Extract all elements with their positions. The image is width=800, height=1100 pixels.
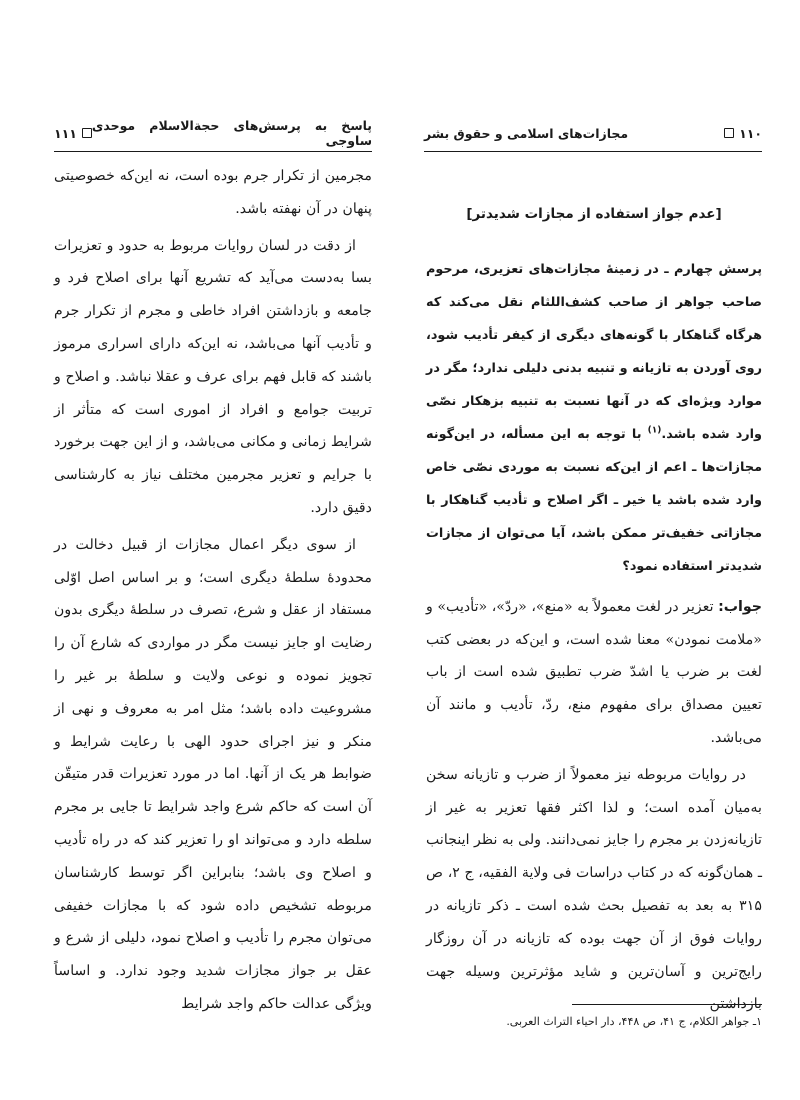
- right-page-number: ۱۱۰: [724, 126, 762, 141]
- question-text-a: در زمینهٔ مجازات‌های تعزیری، مرحوم صاحب جواهر از صاحب کشف‌اللثام نقل می‌کند که هرگاه گناهکار با گونه‌های دیگری از کیفر تأدیب شود، روی آوردن به تازیانه و تنبیه بدنی دلیلی ندارد؛ مگر در موارد ویژه‌ای که در آنها نسبت به تنبیه بزهکار نصّی وارد شده باشد.: [426, 261, 762, 442]
- answer-lead: جواب:: [718, 598, 762, 615]
- body-paragraph: در روایات مربوطه نیز معمولاً از ضرب و تازیانه سخن به‌میان آمده است؛ و لذا اکثر فقها تعزیر به غیر از تازیانه‌زدن بر مجرم را جایز نمی‌دانند. ولی به نظر اینجانب ـ همان‌گونه که در کتاب دراسات فی ولایة الفقیه، ج ۲، ص ۳۱۵ به بعد به تفصیل بحث شده است ـ ذکر تازیانه در روایات فوق از آن جهت بوده که تازیانه در آن روزگار رایج‌ترین و آسان‌ترین و شاید مؤثرترین وسیله جهت بازداشتن: [426, 766, 762, 1013]
- answer-text: تعزیر در لغت معمولاً به «منع»، «ردّ»، «تأدیب» و «ملامت نمودن» معنا شده است، و این‌که در بعضی کتب لغت بر ضرب یا اشدّ ضرب تطبیق شده است از باب تعیین مصداق برای مفهوم منع، ردّ، تأدیب و مانند آن می‌باشد.: [426, 598, 762, 746]
- footnote-rule: [572, 1004, 762, 1005]
- header-rule: [54, 151, 372, 152]
- left-running-title: پاسخ به پرسش‌های حجةالاسلام موحدی ساوجی: [91, 118, 372, 148]
- right-running-title: مجازات‌های اسلامی و حقوق بشر: [424, 125, 629, 141]
- header-rule: [424, 151, 762, 152]
- left-page-number: ۱۱۱: [54, 126, 92, 141]
- body-paragraph: مجرمین از تکرار جرم بوده است، نه این‌که خصوصیتی پنهان در آن نهفته باشد.: [54, 168, 372, 217]
- answer-paragraph: [426, 591, 762, 755]
- left-body: [54, 160, 372, 1025]
- square-icon: [82, 128, 92, 138]
- square-icon: [724, 128, 734, 138]
- question-lead: پرسش چهارم ـ: [664, 261, 762, 277]
- footnote: ۱ـ جواهر الکلام، ج ۴۱، ص ۴۴۸، دار احیاء التراث العربی.: [506, 1015, 762, 1028]
- question-paragraph: [426, 253, 762, 583]
- body-paragraph: از سوی دیگر اعمال مجازات از قبیل دخالت در محدودهٔ سلطهٔ دیگری است؛ و بر اساس اصل اوّلی مستفاد از عقل و شرع، تصرف در سلطهٔ دیگری بدون رضایت او جایز نیست مگر در مواردی که شارع آن را تجویز نموده و نوعی ولایت و سلطهٔ بر غیر را مشروعیت داده باشد؛ مثل امر به معروف و نهی از منکر و نیز اجرای حدود الهی با رعایت شرایط و ضوابط هر یک از آنها. اما در مورد تعزیرات قدر متیقّن آن است که حاکم شرع واجد شرایط تا جایی بر مجرم سلطه دارد و می‌تواند او را تعزیر کند که در راه تأدیب و اصلاح وی باشد؛ بنابراین اگر توسط کارشناسان مربوطه تشخیص داده شود که با مجازات خفیفی می‌توان مجرم را تأدیب و اصلاح نمود، دلیلی از شرع و عقل بر جواز مجازات شدید وجود ندارد. و اساساً ویژگی عدالت حاکم واجد شرایط: [54, 536, 372, 1012]
- footnote-ref: (۱): [647, 425, 662, 436]
- right-body: [426, 198, 762, 1025]
- right-page-header: [424, 120, 762, 146]
- left-page-header: [54, 120, 372, 146]
- right-page: [400, 0, 800, 1100]
- section-title: [عدم جواز استفاده از مجازات شدیدتر]: [466, 206, 722, 222]
- question-text-b: با توجه به این مسأله، در این‌گونه مجازات‌ها ـ اعم از این‌که نسبت به موردی نصّی خاص وارد شده باشد یا خیر ـ اگر اصلاح و تأدیب گناهکار با مجازاتی خفیف‌تر ممکن باشد، آیا می‌توان از مجازات شدیدتر استفاده نمود؟: [426, 426, 762, 574]
- body-paragraph: از دقت در لسان روایات مربوط به حدود و تعزیرات بسا به‌دست می‌آید که تشریع آنها برای اصلاح فرد و جامعه و بازداشتن افراد خاطی و مجرم از تکرار جرم و تأدیب آنها می‌باشد، نه این‌که دارای اسراری مرموز باشند که قابل فهم برای عرف و عقلا نباشد. و اصلاح و تربیت جوامع و افراد از اموری است که متأثر از شرایط زمانی و مکانی می‌باشد، و از این جهت برخورد با جرایم و تعزیر مجرمین مختلف نیاز به کارشناسی دقیق دارد.: [54, 237, 372, 516]
